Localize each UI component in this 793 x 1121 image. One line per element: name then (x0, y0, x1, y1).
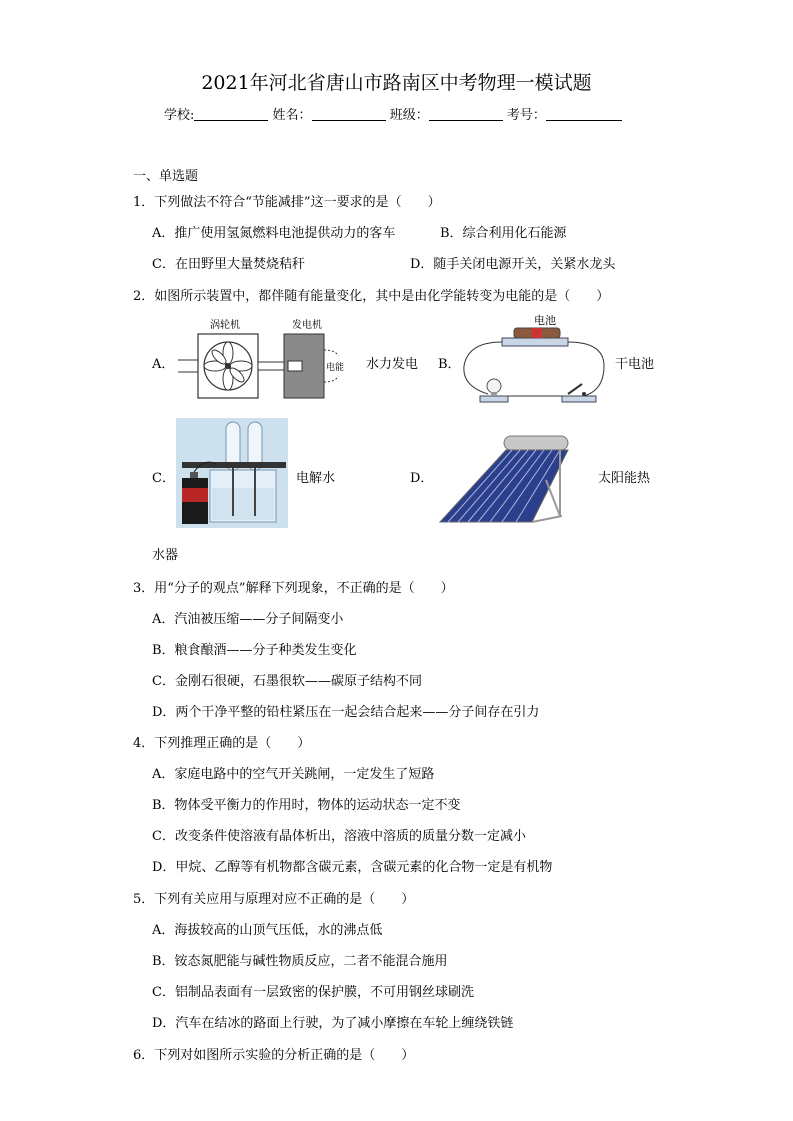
q2-option-c-label: C． (152, 471, 175, 486)
class-blank[interactable] (429, 106, 503, 121)
q1-option-d: D．随手关闭电源开关，关紧水龙头 (410, 257, 616, 272)
solar-water-heater-diagram (436, 430, 576, 528)
q3-option-a: A．汽油被压缩——分子间隔变小 (152, 612, 344, 627)
q1-stem: 1．下列做法不符合“节能减排”这一要求的是（ ） (133, 195, 441, 210)
q1-option-c: C．在田野里大量焚烧秸秆 (152, 257, 305, 272)
page-title: 2021年河北省唐山市路南区中考物理一模试题 (201, 72, 592, 94)
q5-option-c: C．铝制品表面有一层致密的保护膜，不可用钢丝球刷洗 (152, 985, 474, 1000)
q4-option-c: C．改变条件使溶液有晶体析出，溶液中溶质的质量分数一定减小 (152, 829, 526, 844)
name-blank[interactable] (312, 106, 386, 121)
electrolysis-diagram (176, 418, 288, 528)
student-info-line (164, 104, 622, 123)
q6-stem: 6．下列对如图所示实验的分析正确的是（ ） (133, 1048, 415, 1063)
q4-option-b: B．物体受平衡力的作用时，物体的运动状态一定不变 (152, 798, 461, 813)
q2-stem: 2．如图所示装置中，都伴随有能量变化，其中是由化学能转变为电能的是（ ） (133, 289, 610, 304)
q2-option-d-label: D． (410, 471, 434, 486)
hydro-power-diagram (176, 316, 366, 406)
q5-option-a: A．海拔较高的山顶气压低，水的沸点低 (152, 923, 383, 938)
electric-energy-label: 电能 (326, 363, 345, 373)
turbine-label: 涡轮机 (210, 320, 240, 331)
name-label: 姓名： (272, 108, 312, 123)
q1-option-b: B．综合利用化石能源 (440, 226, 567, 241)
q2-option-a-text: 水力发电 (366, 357, 419, 372)
exam-no-blank[interactable] (546, 106, 622, 121)
q2-option-a-label: A． (152, 357, 175, 372)
generator-label: 发电机 (292, 320, 322, 331)
exam-no-label: 考号： (506, 108, 546, 123)
q5-option-d: D．汽车在结冰的路面上行驶，为了减小摩擦在车轮上缠绕铁链 (152, 1016, 514, 1031)
q2-option-d-text-cont: 水器 (152, 548, 179, 563)
q2-option-b-text: 干电池 (615, 357, 655, 372)
q2-option-d-text: 太阳能热 (598, 471, 651, 486)
q3-option-b: B．粮食酿酒——分子种类发生变化 (152, 643, 357, 658)
school-blank[interactable] (194, 106, 268, 121)
q5-option-b: B．铵态氮肥能与碱性物质反应，二者不能混合施用 (152, 954, 448, 969)
q2-option-c-text: 电解水 (296, 471, 336, 486)
section-heading: 一、单选题 (133, 169, 199, 184)
q4-option-d: D．甲烷、乙醇等有机物都含碳元素，含碳元素的化合物一定是有机物 (152, 860, 553, 875)
q2-option-b-label: B． (438, 357, 461, 372)
class-label: 班级： (389, 108, 429, 123)
school-label: 学校: (164, 108, 195, 123)
q3-option-c: C．金刚石很硬，石墨很软——碳原子结构不同 (152, 674, 422, 689)
dry-cell-circuit-diagram (458, 312, 608, 412)
q3-option-d: D．两个干净平整的铅柱紧压在一起会结合起来——分子间存在引力 (152, 705, 540, 720)
q1-option-a: A．推广使用氢氮燃料电池提供动力的客车 (152, 226, 396, 241)
q5-stem: 5．下列有关应用与原理对应不正确的是（ ） (133, 892, 415, 907)
q3-stem: 3．用“分子的观点”解释下列现象，不正确的是（ ） (133, 581, 454, 596)
battery-label: 电池 (534, 314, 556, 327)
q4-stem: 4．下列推理正确的是（ ） (133, 736, 311, 751)
q4-option-a: A．家庭电路中的空气开关跳闸，一定发生了短路 (152, 767, 435, 782)
